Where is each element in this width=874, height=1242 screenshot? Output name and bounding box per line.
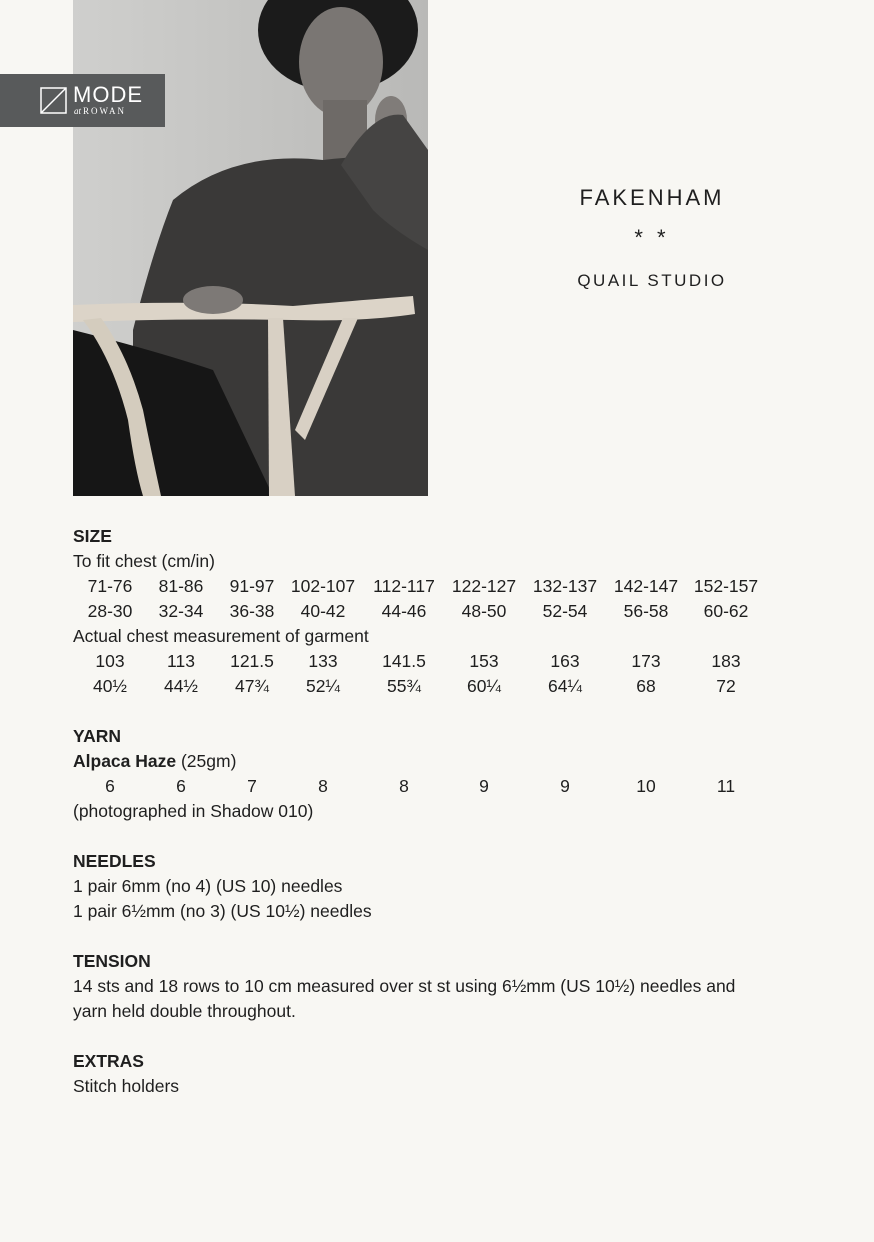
fit-in-row: [73, 599, 773, 624]
table-cell: 103: [95, 651, 125, 671]
table-cell: 64¼: [547, 676, 583, 696]
table-cell: 44-46: [381, 601, 427, 621]
yarn-quantity-row: [73, 774, 773, 799]
table-cell: 40½: [92, 676, 128, 696]
table-cell: 102-107: [290, 576, 356, 596]
table-cell: 10: [636, 776, 656, 796]
table-cell: 56-58: [623, 601, 669, 621]
brand-square-icon: [40, 87, 67, 114]
actual-in-row: [73, 674, 773, 699]
table-cell: 55¾: [386, 676, 422, 696]
pattern-title: FAKENHAM: [579, 185, 725, 210]
yarn-line: [73, 749, 773, 774]
yarn-note: (photographed in Shadow 010): [73, 801, 314, 821]
actual-cm-row: [73, 649, 773, 674]
brand-sub-text: ROWAN: [83, 106, 127, 116]
table-cell: 36-38: [229, 601, 275, 621]
brand-logo: [0, 74, 165, 127]
table-cell: 173: [631, 651, 661, 671]
needle-item: 1 pair 6½mm (no 3) (US 10½) needles: [73, 901, 372, 921]
yarn-weight: (25gm): [176, 751, 237, 771]
table-cell: 68: [636, 676, 656, 696]
tension-heading: TENSION: [73, 951, 151, 971]
size-heading: SIZE: [73, 526, 112, 546]
yarn-name: Alpaca Haze: [73, 751, 177, 771]
table-cell: 133: [308, 651, 338, 671]
tension-text: 14 sts and 18 rows to 10 cm measured over st st using 6½mm (US 10½) needles and yarn held double throughout.: [73, 976, 736, 1021]
table-cell: 132-137: [532, 576, 598, 596]
table-cell: 47¾: [234, 676, 270, 696]
yarn-heading: YARN: [73, 726, 121, 746]
table-cell: 11: [716, 776, 736, 796]
table-cell: 52¼: [305, 676, 341, 696]
table-cell: 8: [318, 776, 328, 796]
table-cell: 9: [560, 776, 570, 796]
pattern-details: [73, 524, 773, 1099]
table-cell: 112-117: [373, 576, 435, 596]
table-cell: 152-157: [693, 576, 759, 596]
table-cell: 71-76: [87, 576, 133, 596]
table-cell: 121.5: [230, 651, 274, 671]
table-cell: 52-54: [542, 601, 588, 621]
difficulty-rating: * *: [634, 225, 670, 250]
brand-sub-prefix: at: [74, 106, 82, 116]
table-cell: 7: [247, 776, 257, 796]
fit-cm-row: [73, 574, 773, 599]
table-cell: 153: [469, 651, 499, 671]
table-cell: 40-42: [300, 601, 346, 621]
designer-name: QUAIL STUDIO: [577, 271, 727, 290]
table-cell: 44½: [163, 676, 199, 696]
table-cell: 6: [176, 776, 186, 796]
extras-heading: EXTRAS: [73, 1051, 144, 1071]
brand-subtitle: [74, 106, 126, 116]
table-cell: 91-97: [229, 576, 275, 596]
table-cell: 60-62: [703, 601, 749, 621]
table-cell: 6: [105, 776, 115, 796]
table-cell: 9: [479, 776, 489, 796]
extras-text: Stitch holders: [73, 1076, 180, 1096]
brand-name: MODE: [73, 82, 143, 107]
table-cell: 163: [550, 651, 580, 671]
table-cell: 72: [716, 676, 736, 696]
table-cell: 122-127: [451, 576, 517, 596]
table-cell: 113: [167, 651, 195, 671]
table-cell: 60¼: [466, 676, 502, 696]
table-cell: 28-30: [87, 601, 133, 621]
table-cell: 141.5: [382, 651, 426, 671]
fit-chest-label: To fit chest (cm/in): [73, 551, 215, 571]
table-cell: 81-86: [158, 576, 204, 596]
actual-chest-label: Actual chest measurement of garment: [73, 626, 369, 646]
table-cell: 32-34: [158, 601, 204, 621]
table-cell: 48-50: [461, 601, 507, 621]
table-cell: 142-147: [613, 576, 679, 596]
table-cell: 183: [711, 651, 741, 671]
needles-heading: NEEDLES: [73, 851, 156, 871]
needle-item: 1 pair 6mm (no 4) (US 10) needles: [73, 876, 343, 896]
table-cell: 8: [399, 776, 409, 796]
